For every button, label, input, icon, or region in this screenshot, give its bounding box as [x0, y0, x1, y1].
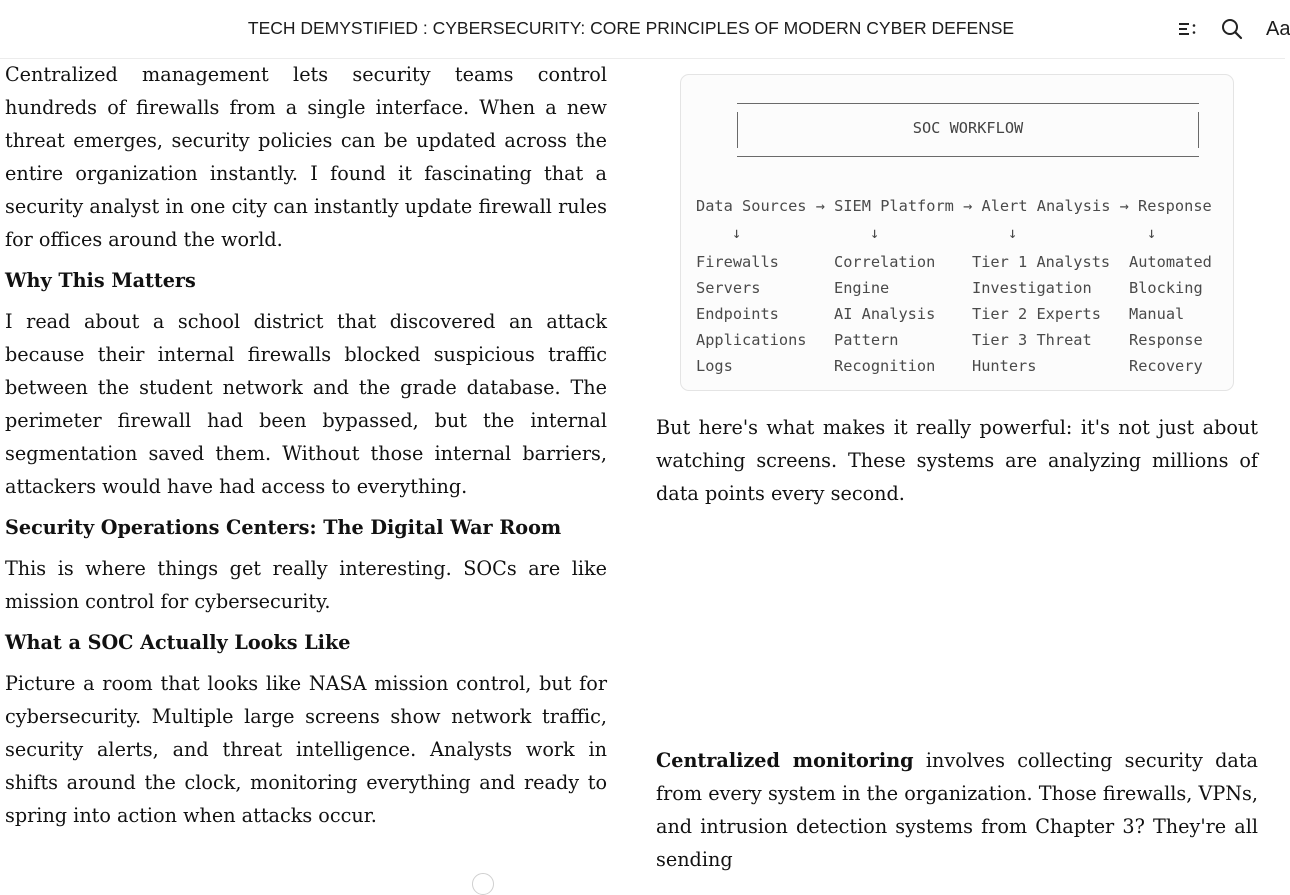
section-heading: What a SOC Actually Looks Like — [5, 631, 351, 654]
section-heading: Security Operations Centers: The Digital War Room — [5, 516, 562, 539]
reader-toolbar — [0, 0, 1290, 59]
paragraph: Centralized management lets security teams control hundreds of firewalls from a single interface. When a new threat emerges, security policies can be updated across the entire organization instantly. I found it fascinating that a security analyst in one city can instantly update firewall rules for offices around the world. — [5, 63, 607, 251]
down-arrow: ↓ — [732, 224, 742, 242]
paragraph: I read about a school district that discovered an attack because their internal firewalls blocked suspicious traffic between the student network and the grade database. The perimeter firewall had been bypassed, but the internal segmentation saved them. Without those internal barriers, attackers would have had access to everything. — [5, 310, 607, 498]
alert-analysis-list: Tier 1 Analysts Investigation Tier 2 Experts Tier 3 Threat Hunters — [972, 253, 1111, 375]
left-page — [5, 58, 607, 840]
diagram-flow-line: Data Sources → SIEM Platform → Alert Analysis → Response — [696, 197, 1212, 215]
soc-workflow-diagram — [680, 74, 1234, 391]
siem-platform-list: Correlation Engine AI Analysis Pattern Recognition — [834, 253, 936, 375]
bold-term: Centralized monitoring — [656, 749, 914, 772]
down-arrow: ↓ — [870, 224, 880, 242]
data-sources-list: Firewalls Servers Endpoints Applications Logs — [696, 253, 807, 375]
list-icon[interactable] — [1176, 16, 1200, 42]
down-arrow: ↓ — [1008, 224, 1018, 242]
response-list: Automated Blocking Manual Response Recovery — [1129, 253, 1212, 375]
diagram-title-box — [737, 103, 1199, 157]
page-indicator[interactable] — [472, 873, 494, 895]
paragraph-text: involves collecting security data from every system in the organization. Those firewalls, VPNs, and intrusion detection systems from Chapter 3? They're all sending — [656, 749, 1258, 871]
book-title: TECH DEMYSTIFIED : CYBERSECURITY: CORE PRINCIPLES OF MODERN CYBER DEFENSE — [247, 18, 1015, 38]
font-settings-button[interactable]: Aa — [1266, 17, 1290, 40]
diagram-title: SOC WORKFLOW — [912, 119, 1024, 137]
down-arrow: ↓ — [1147, 224, 1157, 242]
paragraph: Picture a room that looks like NASA mission control, but for cybersecurity. Multiple large screens show network traffic, security alerts, and threat intelligence. Analysts work in shifts around the clock, monitoring everything and ready to spring into action when attacks occur. — [5, 672, 607, 827]
paragraph — [656, 744, 1258, 876]
section-heading: Why This Matters — [5, 269, 196, 292]
paragraph: This is where things get really interesting. SOCs are like mission control for cybersecurity. — [5, 557, 607, 613]
search-icon[interactable] — [1220, 16, 1244, 42]
paragraph: But here's what makes it really powerful: it's not just about watching screens. These systems are analyzing millions of data points every second. — [656, 416, 1258, 505]
